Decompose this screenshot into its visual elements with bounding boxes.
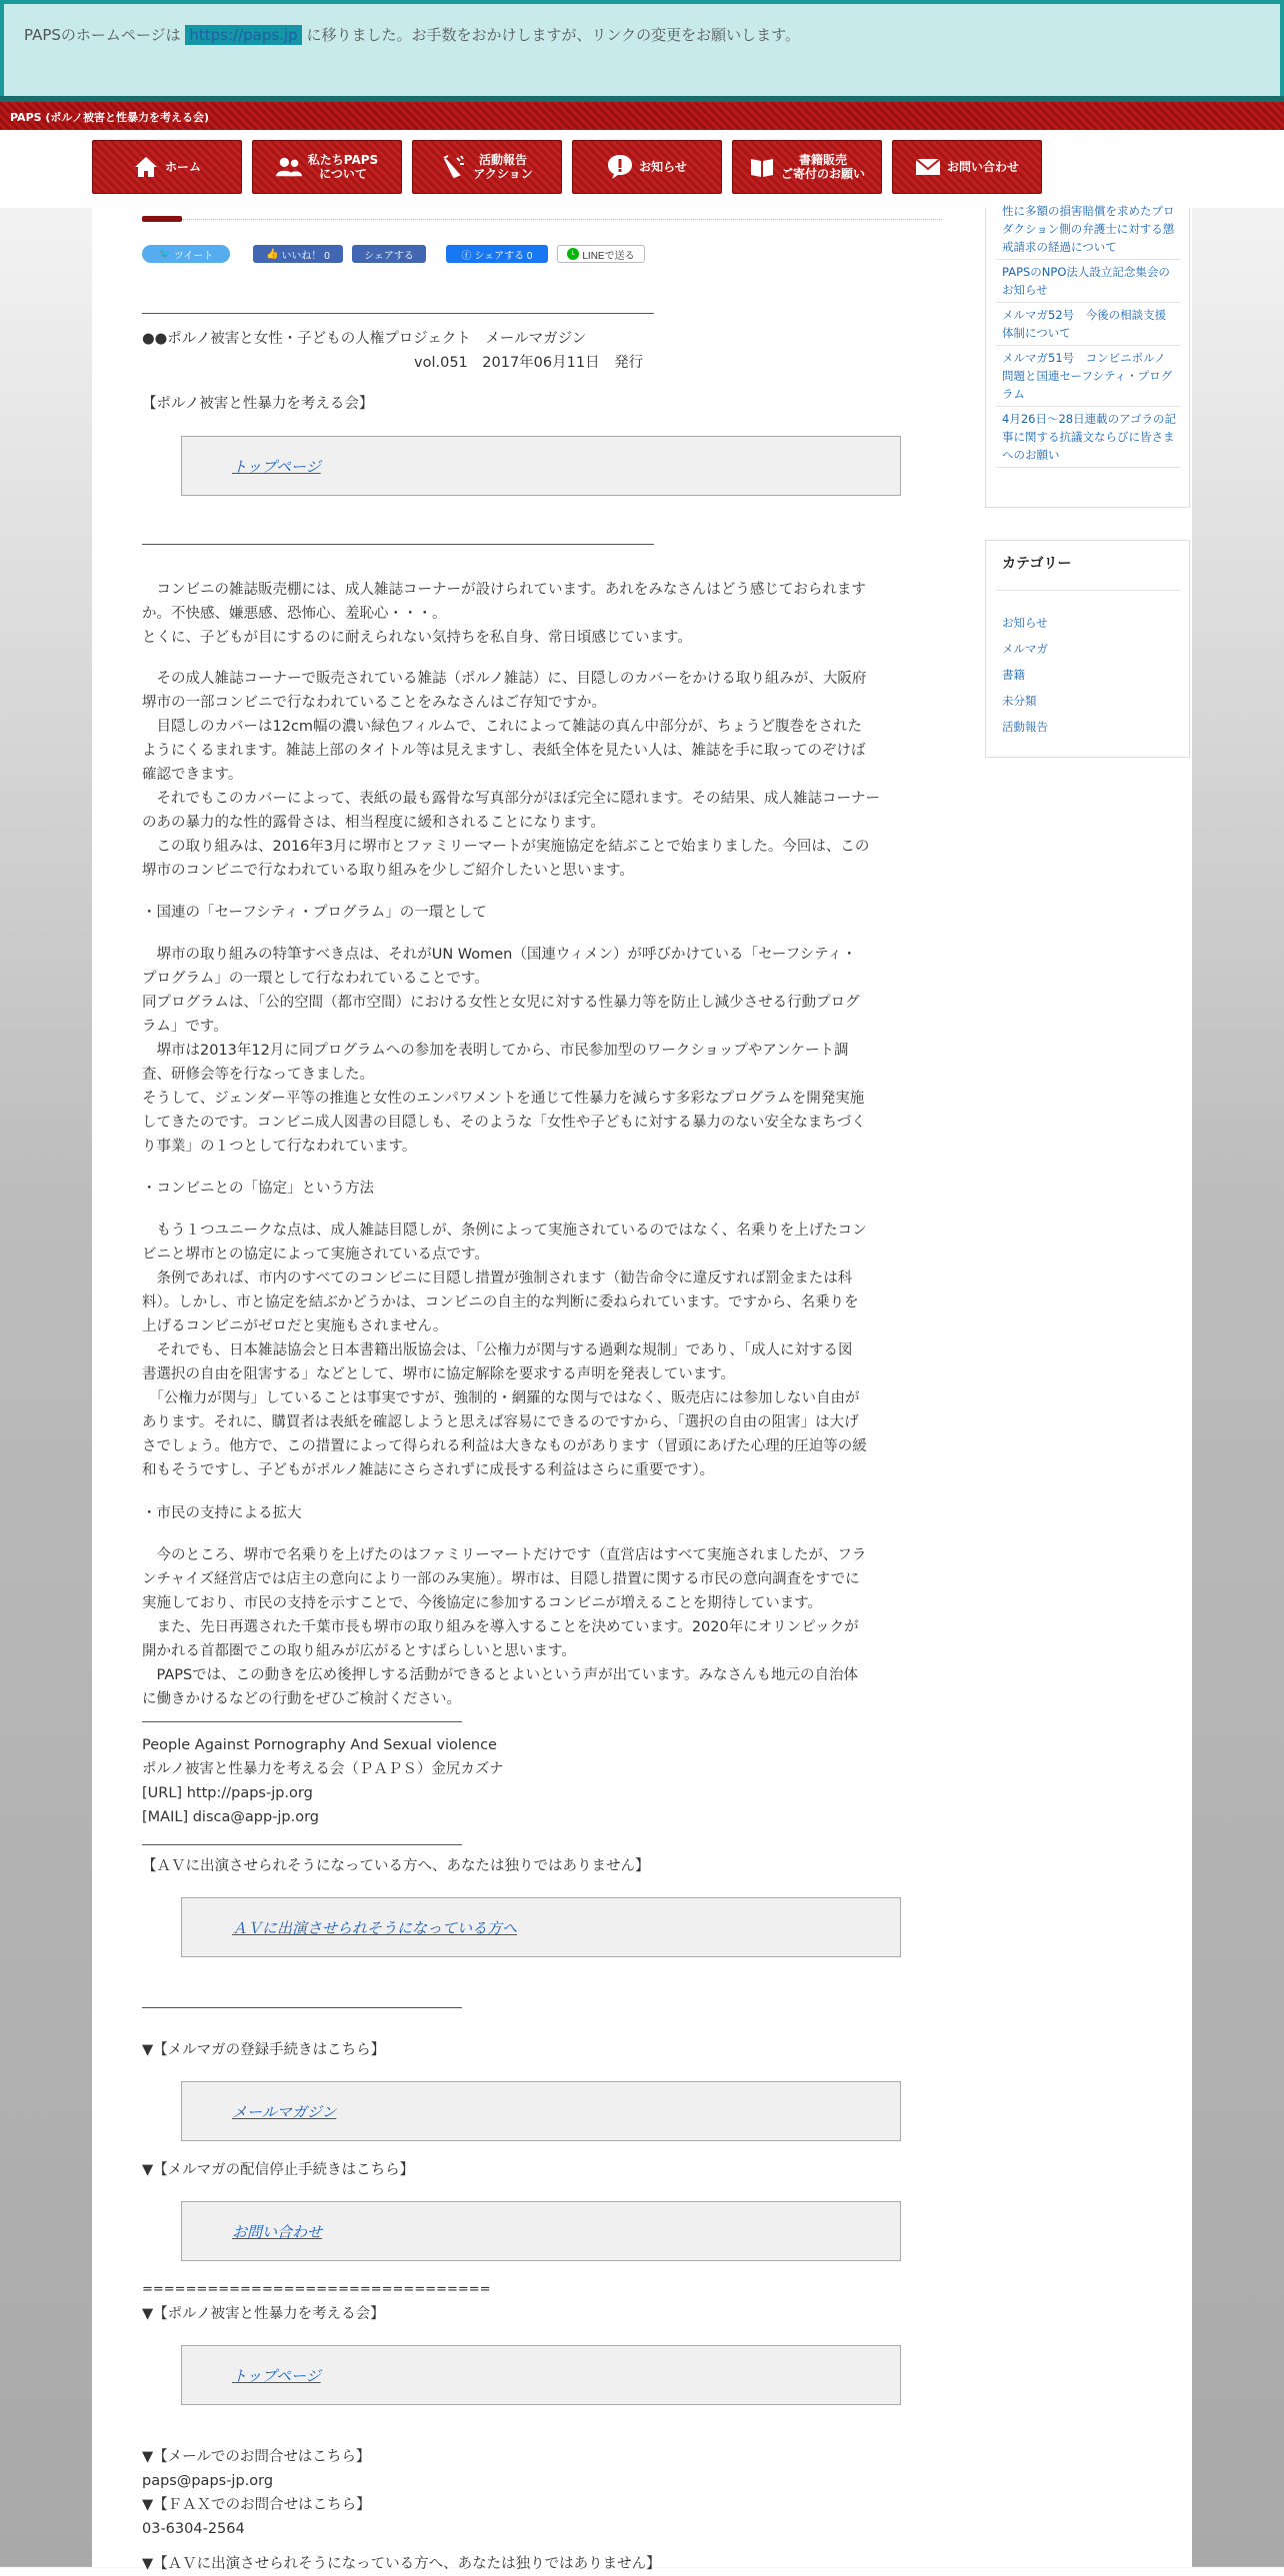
tweet-button[interactable] — [142, 245, 230, 263]
paragraph-line: ビニと堺市との協定によって実施されている点です。 — [142, 1247, 489, 1263]
paragraph-line: もう１つユニークな点は、成人雑誌目隠しが、条例によって実施されているのではなく、名乗りを上げたコン — [142, 1223, 867, 1239]
paragraph-line: ンチャイズ経営店では店主の意向により一部のみ実施）。堺市は、目隠し措置に関する市民の意向調査をすでに — [142, 1571, 860, 1587]
section-heading-safecity: ・国連の「セーフシティ・プログラム」の一環として — [142, 905, 487, 921]
tweet-label: ツイート — [173, 250, 214, 262]
recent-post-link[interactable]: メルマガ51号 コンビニポルノ 問題と国連セーフシティ・プログ ラム — [1002, 351, 1173, 401]
mail-address[interactable]: paps@paps-jp.org — [142, 2473, 274, 2489]
paragraph-line: 査、研修会等を行なってきました。 — [142, 1067, 374, 1083]
home-icon — [133, 154, 159, 180]
paragraph-line: 「公権力が関与」していることは事実ですが、強制的・網羅的な関与ではなく、販売店には参加しない自由が — [142, 1390, 860, 1406]
mailmag-header-line1: ●●ポルノ被害と女性・子どもの人権プロジェクト メールマガジン — [142, 331, 587, 347]
av-title-repeat: ▼【ＡＶに出演させられそうになっている方へ、あなたは独りではありません】 — [142, 2556, 661, 2572]
recent-post-link[interactable]: 4月26日〜28日連載のアゴラの記 事に関する抗議文ならびに皆さま へのお願い — [1002, 412, 1177, 462]
nav-books-label: 書籍販売 ご寄付のお願い — [780, 153, 865, 181]
paragraph-line: 今のところ、堺市で名乗りを上げたのはファミリーマートだけです（直営店はすべて実施されましたが、フラ — [142, 1547, 867, 1563]
fb-share-count-label: シェアする 0 — [474, 250, 533, 262]
recent-post-link[interactable]: PAPSのNPO法人設立記念集会の お知らせ — [1002, 265, 1170, 297]
org-title-2: ▼【ポルノ被害と性暴力を考える会】 — [142, 2306, 385, 2322]
paragraph-line: 堺市の取り組みの特筆すべき点は、それがUN Women（国連ウィメン）が呼びかけている「セーフシティ・ — [142, 947, 857, 963]
av-rule — [142, 2007, 462, 2008]
paragraph-line: 条例であれば、市内のすべてのコンビニに目隠し措置が強制されます（勧告命令に違反すれば罰金または科 — [142, 1271, 853, 1287]
fb-share-count-button[interactable] — [446, 245, 548, 263]
section-heading-citizen-support: ・市民の支持による拡大 — [142, 1505, 302, 1521]
signature-line: ポルノ被害と性暴力を考える会（ＰＡＰＳ）金尻カズナ — [142, 1761, 504, 1777]
recent-post-separator — [996, 259, 1181, 260]
paragraph-line: また、先日再選された千葉市長も堺市の取り組みを導入することを決めています。2020年にオリンピックが — [142, 1619, 859, 1635]
site-header — [0, 102, 1284, 130]
paragraph-line: コンビニの雑誌販売棚には、成人雑誌コーナーが設けられています。あれをみなさんはどう感じておられます — [142, 582, 866, 598]
paragraph-line: 堺市の一部コンビニで行なわれていることをみなさんはご存知ですか。 — [142, 695, 606, 711]
nav-news-button[interactable] — [572, 140, 722, 194]
title-accent-bar — [142, 216, 182, 222]
unsubscribe-title: ▼【メルマガの配信停止手続きはこちら】 — [142, 2162, 415, 2178]
recent-post-separator — [996, 467, 1181, 468]
title-dotted-rule — [182, 219, 942, 220]
unsubscribe-link-box — [181, 2201, 901, 2261]
paragraph-line: さでしょう。他方で、この措置によって得られる利益は大きなものがあります（冒頭にあげた心理的圧迫等の緩 — [142, 1438, 867, 1454]
paragraph-line: あります。それに、購買者は表紙を確認しようと思えば容易にできるのですから、「選択の自由の阻害」は大げ — [142, 1414, 859, 1430]
book-icon — [749, 154, 775, 180]
recent-post-separator — [996, 302, 1181, 303]
signature-line: [URL] http://paps-jp.org — [142, 1785, 313, 1801]
paragraph-line: ラム」です。 — [142, 1019, 228, 1035]
category-link[interactable]: お知らせ — [1002, 616, 1048, 630]
mailmag-header-line2: vol.051 2017年06月11日 発行 — [414, 355, 644, 371]
paragraph-line: 同プログラムは、「公的空間（都市空間）における女性と女児に対する性暴力等を防止し減少させる行動プログ — [142, 995, 860, 1011]
top-page-link[interactable]: トップページ — [232, 458, 321, 476]
nav-home-label: ホーム — [164, 160, 201, 174]
site-moved-notice — [0, 0, 1284, 96]
notice-text — [24, 24, 800, 45]
facebook-icon: ⓕ — [461, 250, 475, 262]
mail-magazine-link[interactable]: メールマガジン — [232, 2103, 337, 2121]
intro-rule — [142, 544, 654, 545]
paragraph-line: ようにくるまれます。雑誌上部のタイトル等は見えますし、表紙全体を見たい人は、雑誌を手に取ってのぞけば — [142, 743, 866, 759]
paragraph-line: プログラム」の一環として行なわれていることです。 — [142, 971, 489, 987]
fb-share-label: シェアする — [364, 250, 414, 262]
paragraph-line: 上げるコンビニがゼロだと実施もされません。 — [142, 1318, 448, 1334]
fb-like-label: いいね！ 0 — [281, 250, 330, 262]
notice-after: に移りました。お手数をおかけしますが、リンクの変更をお願いします。 — [301, 26, 800, 44]
paragraph-line: 料）。しかし、市と協定を結ぶかどうかは、コンビニの自主的な判断に委ねられています。ですから、名乗りを — [142, 1294, 859, 1310]
contact-link[interactable]: お問い合わせ — [232, 2223, 323, 2241]
nav-news-label: お知らせ — [639, 160, 687, 174]
site-title[interactable]: PAPS (ポルノ被害と性暴力を考える会) — [10, 111, 209, 124]
fax-contact-title: ▼【ＦＡＸでのお問合せはこちら】 — [142, 2497, 371, 2513]
notice-link[interactable]: https://paps.jp — [185, 25, 301, 45]
signature-line: [MAIL] disca@app-jp.org — [142, 1809, 320, 1825]
paragraph-line: のあの暴力的な性的露骨さは、相当程度に緩和されることになります。 — [142, 815, 605, 831]
recent-post-separator — [996, 345, 1181, 346]
top-page-link-box-2 — [181, 2345, 901, 2405]
paragraph-line: してきたのです。コンビニ成人図書の目隠しも、そのような「女性や子どもに対する暴力のない安全なまちづく — [142, 1115, 866, 1131]
paragraph-line: とくに、子どもが目にするのに耐えられない気持ちを私自身、常日頃感じています。 — [142, 630, 692, 646]
paragraph-line: 開かれる首都圏でこの取り組みが広がるとすばらしいと思います。 — [142, 1643, 576, 1659]
category-link[interactable]: 書籍 — [1002, 668, 1025, 682]
paragraph-line: 堺市のコンビニで行なわれている取り組みを少しご紹介したいと思います。 — [142, 863, 634, 879]
paragraph-line: そうして、ジェンダー平等の推進と女性のエンパワメントを通じて性暴力を減らす多彩なプログラムを開発実施 — [142, 1091, 865, 1107]
paragraph-line: 書選択の自由を阻害する」などとして、堺市に協定解除を要求する声明を発表しています。 — [142, 1366, 736, 1382]
nav-about-button[interactable] — [252, 140, 402, 194]
line-share-label: LINEで送る — [582, 250, 635, 262]
signature-rule-top — [142, 1721, 462, 1722]
mail-icon — [915, 154, 941, 180]
paragraph-line: か。不快感、嫌悪感、恐怖心、羞恥心・・・。 — [142, 606, 447, 622]
recent-post-separator — [996, 406, 1181, 407]
category-link[interactable]: 活動報告 — [1002, 720, 1048, 734]
signature-rule-bottom — [142, 1844, 462, 1845]
recent-post-link[interactable]: 性に多額の損害賠償を求めたプロ ダクション側の弁護士に対する懲 戒請求の経過について — [1002, 204, 1175, 254]
paragraph-line: この取り組みは、2016年3月に堺市とファミリーマートが実施協定を結ぶことで始まりました。今回は、この — [142, 839, 870, 855]
line-icon: L — [567, 248, 579, 260]
main-nav — [0, 130, 1284, 208]
paragraph-line: 確認できます。 — [142, 767, 243, 783]
exclamation-icon — [607, 154, 633, 180]
nav-contact-label: お問い合わせ — [946, 160, 1019, 174]
notice-before: PAPSのホームページは — [24, 26, 186, 44]
category-link[interactable]: 未分類 — [1002, 694, 1037, 708]
paragraph-line: PAPSでは、この動きを広め後押しする活動ができるとよいという声が出ています。みなさんも地元の自治体 — [142, 1667, 859, 1683]
paragraph-line: に働きかけるなどの行動をぜひご検討ください。 — [142, 1691, 461, 1707]
line-share-button[interactable] — [557, 245, 645, 263]
paragraph-line: それでも、日本雑誌協会と日本書籍出版協会は、「公権力が関与する過剰な規制」であり、「成人に対する図 — [142, 1342, 853, 1358]
section-heading-agreement: ・コンビニとの「協定」という方法 — [142, 1181, 374, 1197]
nav-home-button[interactable] — [92, 140, 242, 194]
av-link-box — [181, 1897, 901, 1957]
nav-activity-label: 活動報告 アクション — [473, 153, 533, 181]
nav-books-button[interactable] — [732, 140, 882, 194]
top-page-link-2[interactable]: トップページ — [232, 2367, 321, 2385]
paragraph-line: それでもこのカバーによって、表紙の最も露骨な写真部分がほぼ完全に隠れます。その結果、成人雑誌コーナー — [142, 791, 881, 807]
twitter-bird-icon: 🐦 — [158, 248, 174, 260]
thumbs-up-icon: 👍 — [266, 248, 282, 260]
category-heading: カテゴリー — [1002, 556, 1072, 572]
fb-share-button[interactable] — [352, 245, 426, 263]
paragraph-line: 実施しており、市民の支持を示すことで、今後協定に参加するコンビニが増えることを期待しています。 — [142, 1595, 823, 1611]
fax-number: 03-6304-2564 — [142, 2521, 245, 2537]
av-section-title: 【ＡＶに出演させられそうになっている方へ、あなたは独りではありません】 — [142, 1858, 650, 1874]
paragraph-line: 目隠しのカバーは12cm幅の濃い緑色フィルムで、これによって雑誌の真ん中部分が、ちょうど腹巻をされた — [142, 719, 863, 735]
paragraph-line: 堺市は2013年12月に同プログラムへの参加を表明してから、市民参加型のワークショップやアンケート調 — [142, 1043, 849, 1059]
people-icon — [276, 154, 302, 180]
paragraph-line: その成人雑誌コーナーで販売されている雑誌（ポルノ雑誌）に、目隠しのカバーをかける取り組みが、大阪府 — [142, 671, 867, 687]
mail-contact-title: ▼【メールでのお問合せはこちら】 — [142, 2449, 371, 2465]
org-title: 【ポルノ被害と性暴力を考える会】 — [142, 396, 374, 412]
category-heading-rule — [996, 590, 1181, 591]
fb-like-button[interactable] — [253, 245, 343, 263]
paragraph-line: 和もそうですし、子どもがポルノ雑誌にさらされずに成長する利益はさらに重要です）。 — [142, 1462, 715, 1478]
register-link-box — [181, 2081, 901, 2141]
equals-separator: ================================ — [142, 2282, 491, 2297]
signature-line: People Against Pornography And Sexual violence — [142, 1737, 497, 1753]
register-title: ▼【メルマガの登録手続きはこちら】 — [142, 2042, 386, 2058]
nav-contact-button[interactable] — [892, 140, 1042, 194]
category-link[interactable]: メルマガ — [1002, 642, 1048, 656]
av-help-link[interactable]: ＡＶに出演させられそうになっている方へ — [232, 1919, 518, 1937]
header-rule — [142, 313, 654, 314]
top-page-link-box — [181, 436, 901, 496]
paragraph-line: り事業」の１つとして行なわれています。 — [142, 1139, 417, 1155]
nav-about-label: 私たちPAPS について — [307, 153, 379, 181]
recent-post-link[interactable]: メルマガ52号 今後の相談支援 体制について — [1002, 308, 1167, 340]
nav-activity-button[interactable] — [412, 140, 562, 194]
megaphone-icon — [441, 154, 467, 180]
